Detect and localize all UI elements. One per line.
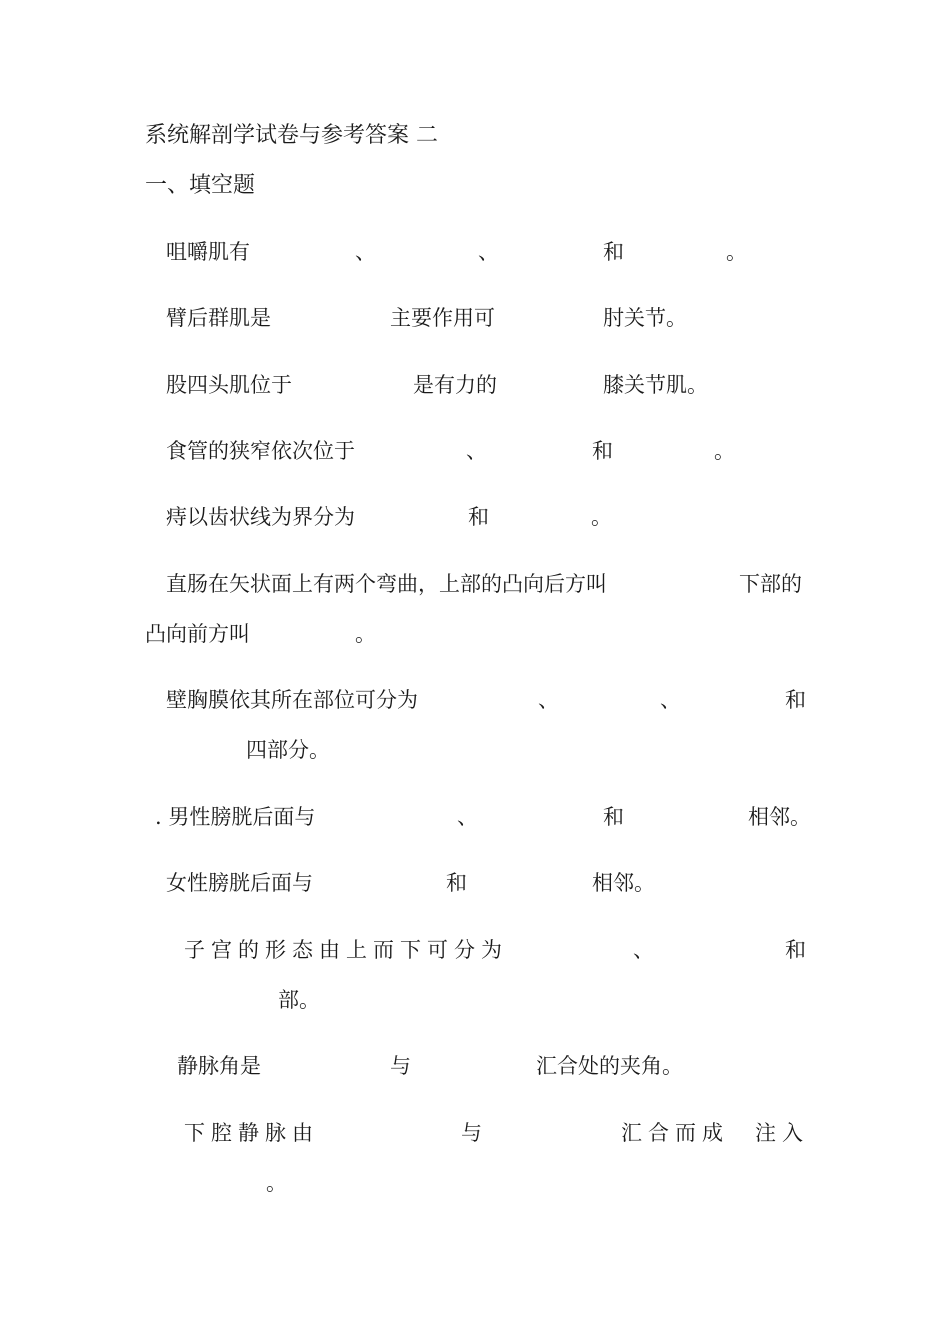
question-text: 女性膀胱后面与 [166, 871, 313, 895]
question-text: 。 [726, 240, 747, 264]
question-text: 相邻。 [592, 871, 655, 895]
question-text: 下部的 [739, 572, 802, 596]
question-text: 下腔静脉由 [184, 1121, 319, 1145]
question-text: 肘关节。 [603, 306, 687, 330]
question-text: 子宫的形态由上而下可分为 [184, 938, 508, 962]
question-text: 膝关节肌。 [603, 373, 708, 397]
document-title: 系统解剖学试卷与参考答案 二 [145, 123, 438, 148]
question-text: 、 [660, 688, 681, 712]
question-text: 和 [785, 688, 806, 712]
question-text: 、 [457, 805, 478, 829]
question-text: 。 [355, 622, 376, 646]
section-heading: 一、填空题 [145, 173, 256, 198]
question-text: . 男性膀胱后面与 [155, 805, 316, 829]
question-text: 和 [468, 505, 489, 529]
question-text: 、 [633, 938, 654, 962]
question-text: 和 [603, 240, 624, 264]
question-text: 静脉角是 [177, 1054, 261, 1078]
question-text: 痔以齿状线为界分为 [166, 505, 355, 529]
question-text: 、 [478, 240, 499, 264]
question-text: 股四头肌位于 [166, 373, 292, 397]
question-text: 相邻。 [748, 805, 811, 829]
question-text: 主要作用可 [390, 306, 495, 330]
question-text: 壁胸膜依其所在部位可分为 [166, 688, 418, 712]
question-text: 。 [266, 1171, 287, 1195]
question-text: 汇合而成 [621, 1121, 729, 1145]
question-text: 凸向前方叫 [145, 622, 250, 646]
question-text: 。 [591, 505, 612, 529]
question-text: 和 [592, 439, 613, 463]
question-text: 直肠在矢状面上有两个弯曲，上部的凸向后方叫 [166, 572, 607, 596]
question-text: 和 [785, 938, 806, 962]
question-text: 食管的狭窄依次位于 [166, 439, 355, 463]
question-text: 与 [390, 1054, 411, 1078]
question-text: 。 [714, 439, 735, 463]
question-text: 是有力的 [413, 373, 497, 397]
question-text: 、 [355, 240, 376, 264]
question-text: 与 [461, 1121, 482, 1145]
question-text: 四部分。 [246, 738, 330, 762]
question-text: 臂后群肌是 [166, 306, 271, 330]
question-text: 咀嚼肌有 [166, 240, 250, 264]
question-text: 和 [603, 805, 624, 829]
question-text: 、 [538, 688, 559, 712]
question-text: 、 [466, 439, 487, 463]
question-text: 汇合处的夹角。 [536, 1054, 683, 1078]
question-text: 部。 [278, 988, 320, 1012]
question-text: 注入 [755, 1121, 809, 1145]
question-text: 和 [446, 871, 467, 895]
